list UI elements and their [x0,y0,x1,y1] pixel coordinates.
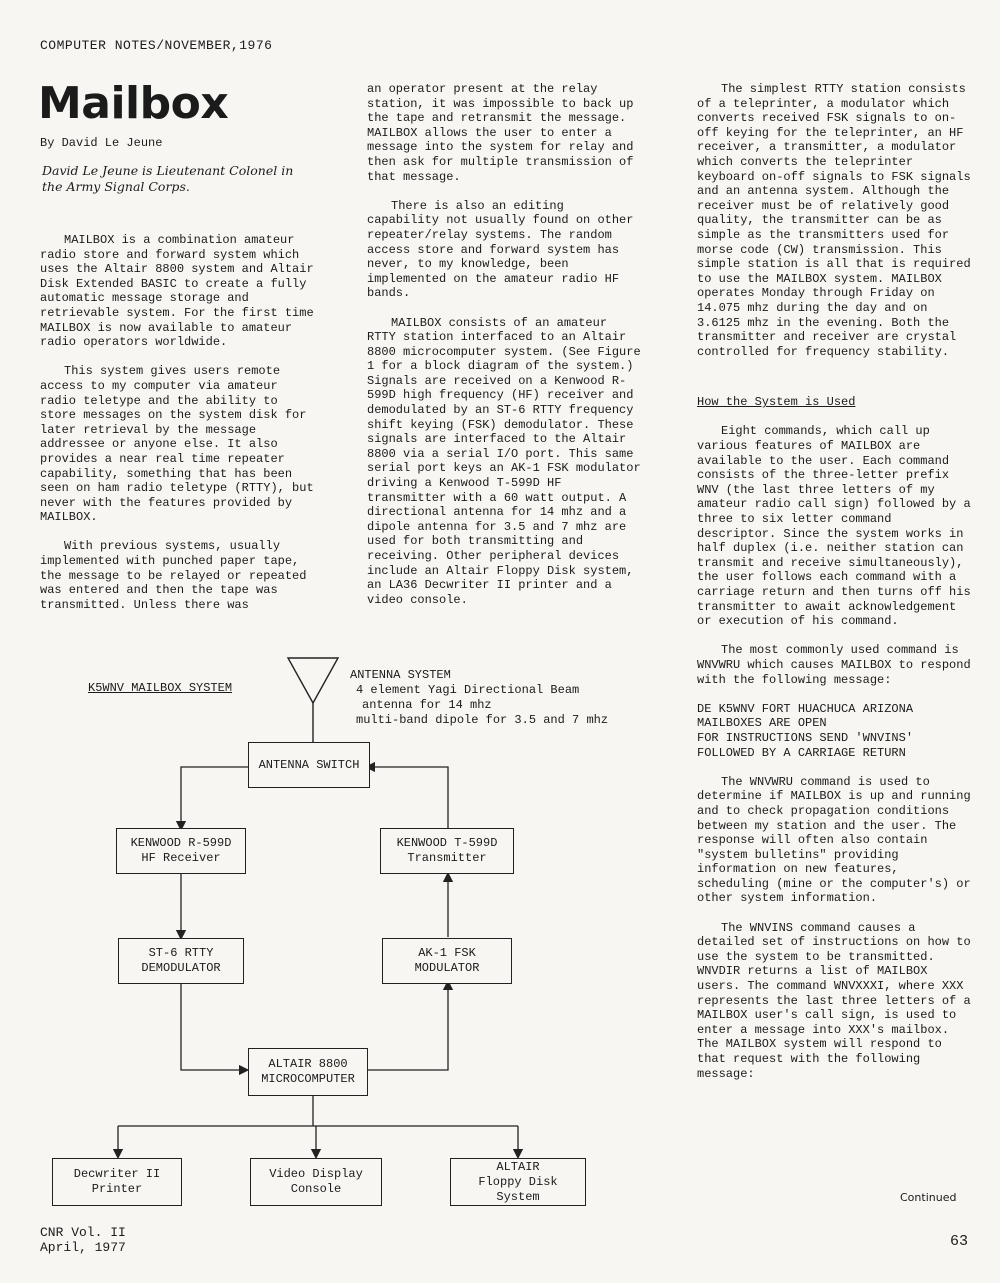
box-label: ALTAIR 8800 [268,1057,348,1071]
author-bio: David Le Jeune is Lieutenant Colonel in the Army Signal Corps. [42,163,294,194]
continued-label: Continued [900,1191,957,1204]
box-label: Decwriter II [73,1167,161,1181]
paragraph: an operator present at the relay station, it was impossible to back up the tape and retransmit the message. MAILBOX allows the user to enter a message into the system for relay and then ask for multiple transmission of that message. [367,82,641,184]
antenna-switch-box [248,742,370,788]
footer-line: CNR Vol. II [40,1225,126,1240]
box-label: HF Receiver [141,851,221,865]
diagram-title: K5WNV MAILBOX SYSTEM [88,681,233,695]
box-label: Transmitter [407,851,487,865]
box-label: ST-6 RTTY [148,946,214,960]
floppy-disk-box [450,1158,586,1206]
antenna-label-line: multi-band dipole for 3.5 and 7 mhz [356,713,609,727]
article-title: Mailbox [38,78,229,129]
transmitter-box [380,828,514,874]
antenna-label [350,668,608,728]
box-label: DEMODULATOR [141,961,221,975]
paragraph: There is also an editing capability not usually found on other repeater/relay systems. The random access store and forward system has never, to my knowledge, been implemented on the amateur radio HF bands. [367,198,641,301]
box-label: Console [290,1182,342,1196]
box-label: MODULATOR [414,961,480,975]
box-label: KENWOOD R-599D [130,836,232,850]
antenna-icon [288,658,338,703]
box-label: AK-1 FSK [418,946,476,960]
paragraph: This system gives users remote access to my computer via amateur radio teletype and the ability to store messages on the system disk for later retrieval by the message addressee or anyone else. It also provides a near real time repeater capability, something that has been seen on ham radio teletype (RTTY), but never with the features provided by MAILBOX. [40,364,321,525]
paragraph: The WNVWRU command is used to determine if MAILBOX is up and running and to check propagation conditions between my station and the user. The response will often also contain "system bulletins" providing information on new features, scheduling (mine or the computer's) or other system information. [697,774,978,906]
receiver-box [116,828,246,874]
demodulator-box [118,938,244,984]
box-label: ANTENNA SWITCH [258,757,360,772]
box-label: Floppy Disk [478,1174,558,1189]
box-label: KENWOOD T-599D [396,836,498,850]
printer-box [52,1158,182,1206]
box-label: Printer [91,1182,143,1196]
system-message: DE K5WNV FORT HUACHUCA ARIZONA MAILBOXES ARE OPEN FOR INSTRUCTIONS SEND 'WNVINS' FOLLOWED BY A CARRIAGE RETURN [697,701,914,760]
paragraph: The WNVINS command causes a detailed set of instructions on how to use the system to be transmitted. WNVDIR returns a list of MAILBOX users. The command WNVXXXI, where XXX represents the last three letters of a MAILBOX user's call sign, is used to enter a message into XXX's mailbox. The MAILBOX system will respond to that request with the following message: [697,920,978,1081]
page-header: COMPUTER NOTES/NOVEMBER,1976 [40,38,273,53]
paragraph: MAILBOX consists of an amateur RTTY station interfaced to an Altair 8800 microcomputer system. (See Figure 1 for a block diagram of the system.) Signals are received on a Kenwood R-599D high frequency (HF) receiver and demodulated by an ST-6 RTTY frequency shift keying (FSK) demodulator. These signals are interfaced to the Altair 8800 via a serial I/O port. This same serial port keys an AK-1 FSK modulator driving a Kenwood T-599D HF transmitter with a 60 watt output. A directional antenna for 14 mhz and a dipole antenna for 3.5 and 7 mhz are used for both transmitting and receiving. Other peripheral devices include an Altair Floppy Disk system, an LA36 Decwriter II printer and a video console. [367,315,648,607]
paragraph: The most commonly used command is WNVWRU which causes MAILBOX to respond with the following message: [697,643,978,687]
antenna-label-line: 4 element Yagi Directional Beam [356,683,580,697]
box-label: ALTAIR [496,1159,540,1174]
paragraph: Eight commands, which call up various features of MAILBOX are available to the user. Each command consists of the three-letter prefix WNV (the last three letters of my amateur radio call sign) followed by a three to six letter command descriptor. Since the system works in half duplex (i.e. neither station can transmit and receive simultaneously), the user follows each command with a carriage return and then turns off his transmitter to await acknowledgement or execution of his command. [697,424,978,629]
box-label: MICROCOMPUTER [261,1072,355,1086]
altair-box [248,1048,368,1096]
page-number: 63 [950,1233,969,1250]
footer-line: April, 1977 [40,1240,126,1255]
section-heading: How the System is Used [697,395,856,410]
footer-issue [40,1225,126,1255]
paragraph: With previous systems, usually implemented with punched paper tape, the message to be relayed or repeated was entered and then the tape was transmitted. Unless there was [40,539,314,612]
box-label: Video Display [269,1167,363,1181]
antenna-label-title: ANTENNA SYSTEM [350,668,451,682]
byline: By David Le Jeune [40,136,163,150]
box-label: System [496,1189,540,1204]
paragraph: The simplest RTTY station consists of a teleprinter, a modulator which converts received FSK signals to on-off keying for the teleprinter, an HF receiver, a transmitter, a modulator which converts the teleprinter keyboard on-off signals to FSK signals and an antenna system. Although the receiver must be of relatively good quality, the transmitter can be as simple as the transmitters used for morse code (CW) transmission. This simple station is all that is required to use the MAILBOX system. MAILBOX operates Monday through Friday on 14.075 mhz during the day and on 3.6125 mhz in the evening. Both the transmitter and receiver are crystal controlled for frequency stability. [697,82,978,359]
antenna-label-line: antenna for 14 mhz [362,698,492,712]
video-console-box [250,1158,382,1206]
modulator-box [382,938,512,984]
paragraph: MAILBOX is a combination amateur radio store and forward system which uses the Altair 8800 system and Altair Disk Extended BASIC to create a fully automatic message storage and retrievable system. For the first time MAILBOX is now available to amateur radio operators worldwide. [40,233,321,350]
